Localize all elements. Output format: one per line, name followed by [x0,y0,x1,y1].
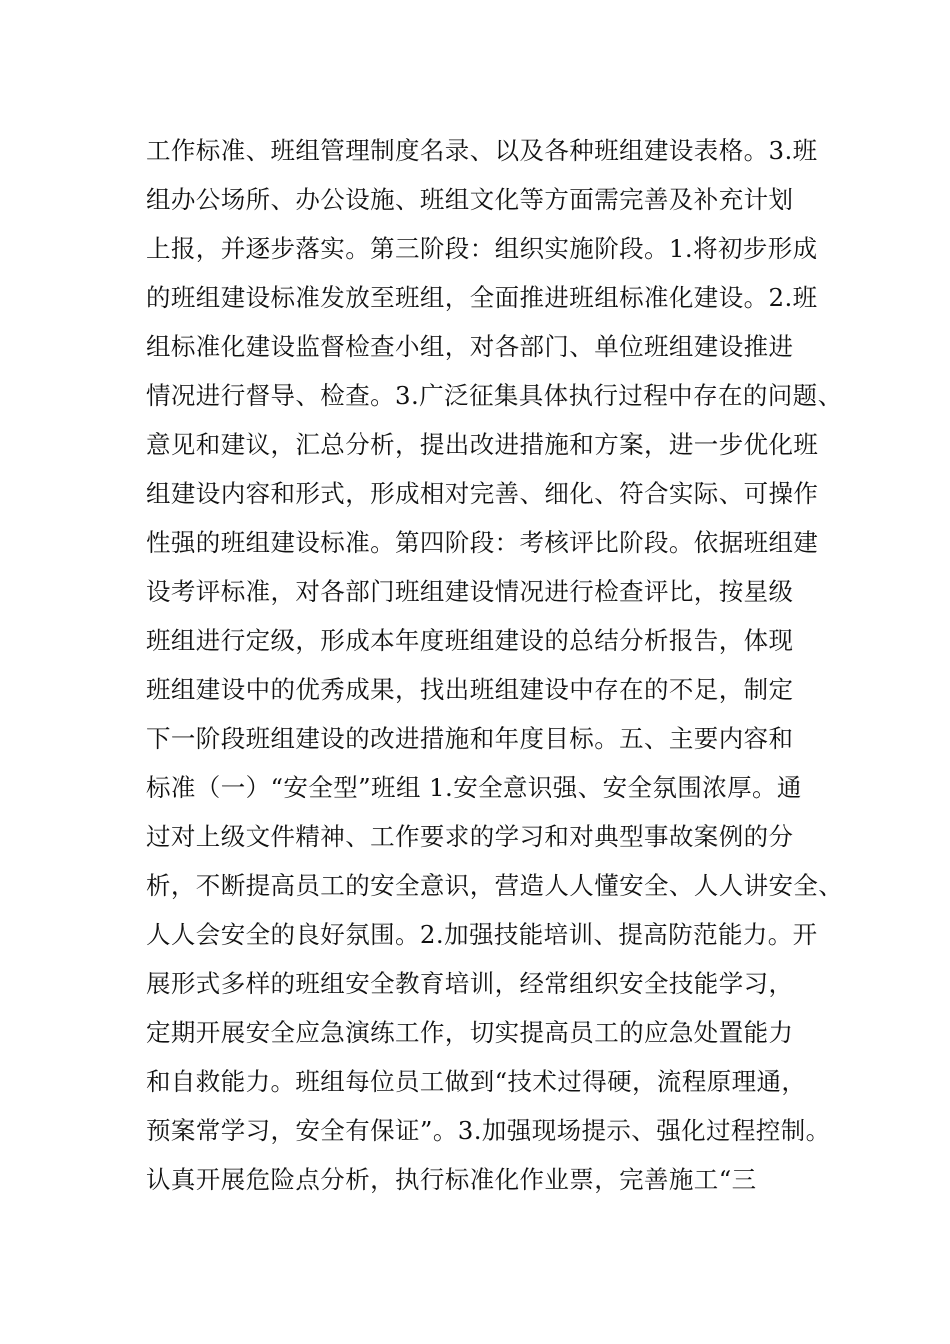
text-line: 组标准化建设监督检查小组，对各部门、单位班组建设推进 [146,332,794,361]
text-line: 班组进行定级，形成本年度班组建设的总结分析报告，体现 [146,626,794,655]
text-line: 的班组建设标准发放至班组，全面推进班组标准化建设。2.班 [146,283,818,312]
text-line: 展形式多样的班组安全教育培训，经常组织安全技能学习， [146,969,794,998]
text-line: 性强的班组建设标准。第四阶段：考核评比阶段。依据班组建 [146,528,819,557]
text-line: 认真开展危险点分析，执行标准化作业票，完善施工“三 [146,1165,757,1194]
text-line: 下一阶段班组建设的改进措施和年度目标。五、主要内容和 [146,724,794,753]
text-line: 工作标准、班组管理制度名录、以及各种班组建设表格。3.班 [146,136,818,165]
text-line: 上报，并逐步落实。第三阶段：组织实施阶段。1.将初步形成 [146,234,818,263]
text-line: 标准（一）“安全型”班组 1.安全意识强、安全氛围浓厚。通 [146,773,802,802]
text-line: 人人会安全的良好氛围。2.加强技能培训、提高防范能力。开 [146,920,818,949]
text-line: 组办公场所、办公设施、班组文化等方面需完善及补充计划 [146,185,794,214]
text-line: 过对上级文件精神、工作要求的学习和对典型事故案例的分 [146,822,794,851]
text-line: 预案常学习，安全有保证”。3.加强现场提示、强化过程控制。 [146,1116,831,1145]
text-line: 定期开展安全应急演练工作，切实提高员工的应急处置能力 [146,1018,794,1047]
text-line: 意见和建议，汇总分析，提出改进措施和方案，进一步优化班 [146,430,819,459]
body-text [146,126,844,1204]
text-line: 班组建设中的优秀成果，找出班组建设中存在的不足，制定 [146,675,794,704]
text-line: 设考评标准，对各部门班组建设情况进行检查评比，按星级 [146,577,794,606]
text-line: 析，不断提高员工的安全意识，营造人人懂安全、人人讲安全、 [146,871,844,900]
text-line: 组建设内容和形式，形成相对完善、细化、符合实际、可操作 [146,479,819,508]
text-line: 和自救能力。班组每位员工做到“技术过得硬，流程原理通， [146,1067,807,1096]
text-line: 情况进行督导、检查。3.广泛征集具体执行过程中存在的问题、 [146,381,843,410]
